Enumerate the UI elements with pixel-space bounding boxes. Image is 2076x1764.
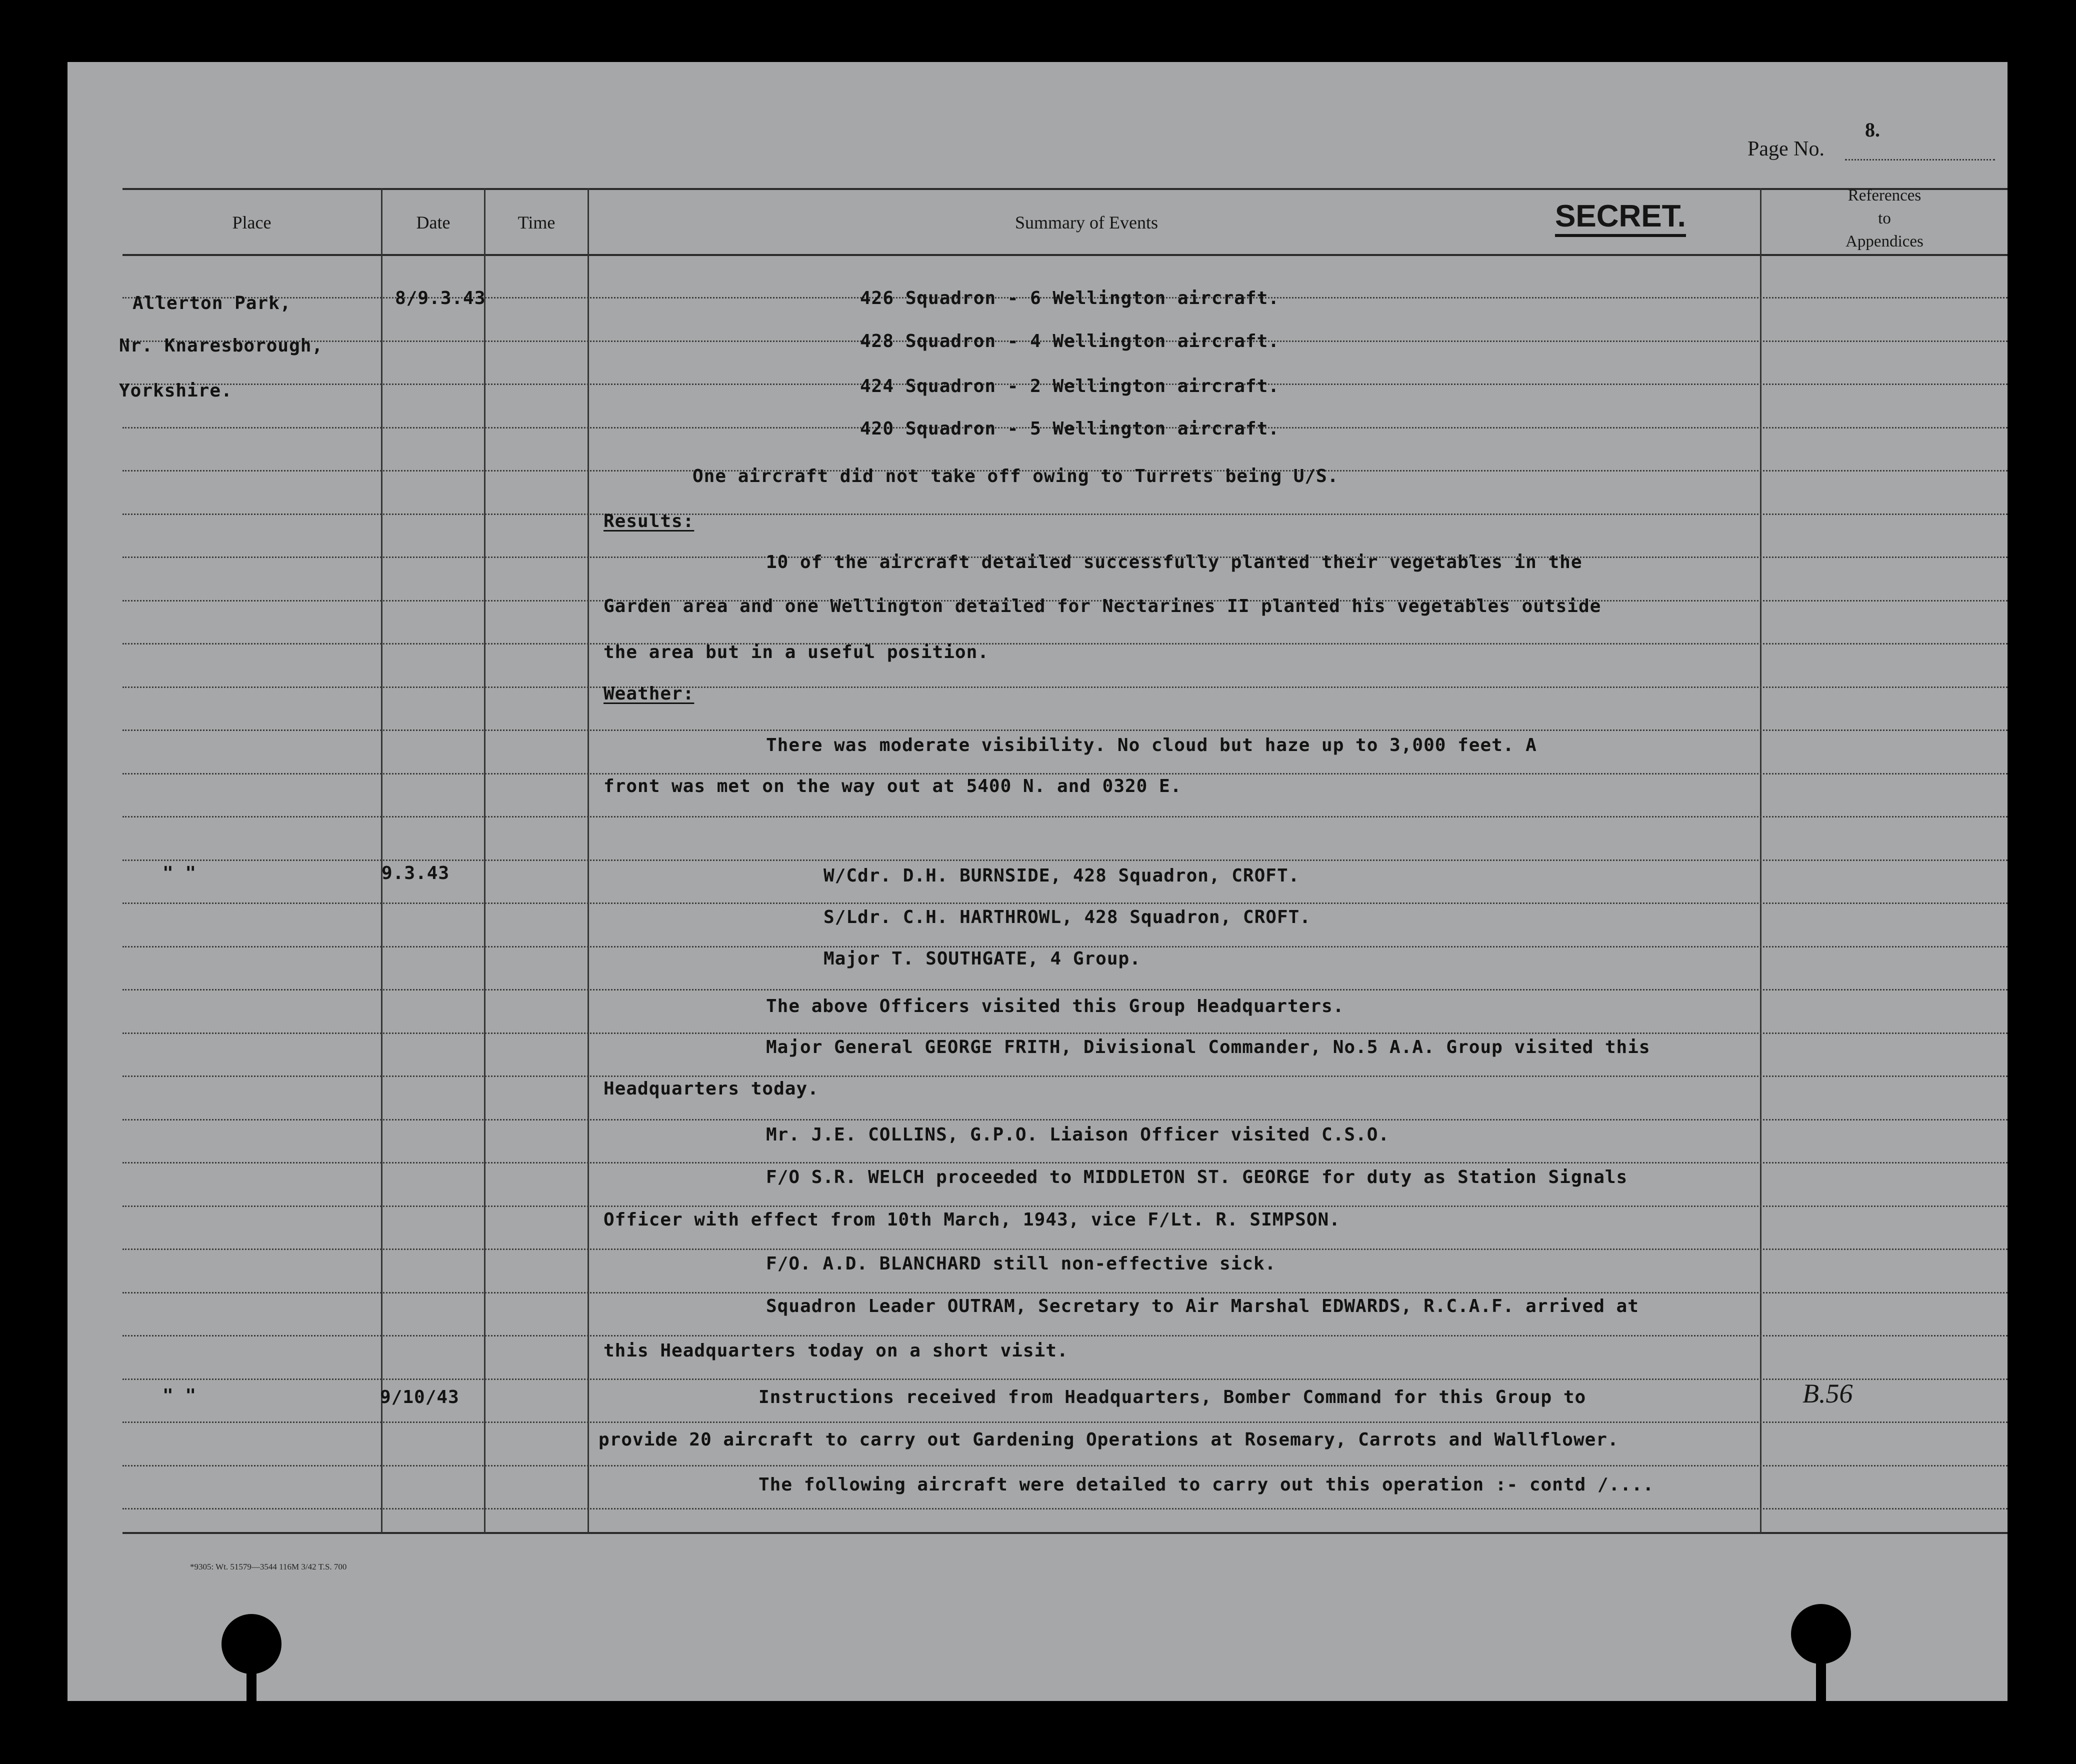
ruled-line: [122, 1378, 2008, 1380]
summary-line: 426 Squadron - 6 Wellington aircraft.: [860, 288, 1280, 308]
ruled-line: [122, 816, 2008, 818]
date-entry: 9/10/43: [380, 1387, 460, 1408]
ruled-line: [122, 1076, 2008, 1077]
header-date: Date: [416, 212, 450, 232]
ruled-line: [122, 1335, 2008, 1336]
place-line: Yorkshire.: [119, 380, 232, 401]
ruled-line: [122, 1162, 2008, 1164]
ruled-line: [122, 1465, 2008, 1466]
summary-line: Squadron Leader OUTRAM, Secretary to Air Marshal EDWARDS, R.C.A.F. arrived at: [766, 1296, 1639, 1316]
ruled-line: [122, 514, 2008, 515]
summary-line: 424 Squadron - 2 Wellington aircraft.: [860, 376, 1280, 396]
ruled-line: [122, 1422, 2008, 1423]
header-time: Time: [518, 212, 556, 232]
summary-line: 10 of the aircraft detailed successfully planted their vegetables in the: [766, 552, 1582, 572]
ruled-line: [122, 686, 2008, 688]
summary-line: One aircraft did not take off owing to Turrets being U/S.: [692, 466, 1339, 486]
ruled-line: [122, 1248, 2008, 1250]
summary-line: the area but in a useful position.: [604, 642, 989, 662]
ruled-line: [122, 1292, 2008, 1294]
weather-heading: Weather:: [604, 684, 694, 704]
ruled-line: [122, 730, 2008, 731]
binder-hole-right-slot: [1816, 1640, 1826, 1764]
page-number: 8.: [1865, 118, 1880, 141]
summary-line: There was moderate visibility. No cloud but haze up to 3,000 feet. A: [766, 735, 1537, 756]
record-sheet: [68, 62, 2008, 1701]
summary-line: Instructions received from Headquarters, Bomber Command for this Group to: [758, 1387, 1586, 1408]
ruled-line: [122, 860, 2008, 861]
page-number-label: Page No.: [1748, 138, 1824, 160]
summary-line: 420 Squadron - 5 Wellington aircraft.: [860, 418, 1280, 439]
form-print-code: *9305: Wt. 51579—3544 116M 3/42 T.S. 700: [190, 1562, 347, 1572]
ruled-line: [122, 643, 2008, 644]
ruled-line: [122, 1119, 2008, 1120]
header-place: Place: [232, 212, 272, 232]
summary-line: 428 Squadron - 4 Wellington aircraft.: [860, 331, 1280, 352]
header-references-line: References: [1848, 186, 1922, 204]
ruled-line: [122, 989, 2008, 990]
ruled-line: [122, 902, 2008, 904]
summary-line: this Headquarters today on a short visit.: [604, 1340, 1068, 1361]
header-references-line: to: [1878, 210, 1891, 228]
ruled-line: [122, 946, 2008, 948]
header-bottom-rule: [122, 254, 2008, 256]
summary-line: The above Officers visited this Group Headquarters.: [766, 996, 1344, 1016]
table-top-rule: [122, 188, 2008, 190]
ruled-line: [122, 1206, 2008, 1207]
summary-line: W/Cdr. D.H. BURNSIDE, 428 Squadron, CROFT.: [824, 866, 1300, 886]
date-entry: 9.3.43: [382, 863, 450, 884]
summary-line: F/O. A.D. BLANCHARD still non-effective sick.: [766, 1254, 1276, 1274]
page-number-rule: [1845, 159, 1995, 160]
secret-stamp: SECRET.: [1555, 201, 1686, 237]
summary-line: S/Ldr. C.H. HARTHROWL, 428 Squadron, CROFT.: [824, 907, 1311, 928]
place-ditto: " ": [162, 863, 197, 884]
header-references: [1762, 184, 2008, 253]
summary-line: Officer with effect from 10th March, 1943, vice F/Lt. R. SIMPSON.: [604, 1210, 1340, 1230]
results-heading: Results:: [604, 511, 694, 532]
binder-hole-left-slot: [246, 1650, 256, 1764]
place-line: Nr. Knaresborough,: [119, 336, 324, 356]
ruled-line: [122, 773, 2008, 774]
summary-line: F/O S.R. WELCH proceeded to MIDDLETON ST. GEORGE for duty as Station Signals: [766, 1167, 1628, 1188]
summary-line: provide 20 aircraft to carry out Gardening Operations at Rosemary, Carrots and Wallflower.: [598, 1430, 1619, 1450]
summary-line: Headquarters today.: [604, 1078, 819, 1099]
summary-line: The following aircraft were detailed to carry out this operation :- contd /....: [758, 1474, 1654, 1495]
date-entry: 8/9.3.43: [395, 288, 486, 308]
summary-line: Mr. J.E. COLLINS, G.P.O. Liaison Officer visited C.S.O.: [766, 1124, 1390, 1145]
header-summary: Summary of Events: [1015, 212, 1158, 232]
appendix-reference: B.56: [1802, 1378, 1853, 1408]
summary-line: Major General GEORGE FRITH, Divisional Commander, No.5 A.A. Group visited this: [766, 1037, 1650, 1058]
summary-line: Garden area and one Wellington detailed for Nectarines II planted his vegetables outside: [604, 596, 1602, 616]
summary-line: front was met on the way out at 5400 N. and 0320 E.: [604, 776, 1182, 796]
place-line: Allerton Park,: [132, 293, 292, 314]
place-ditto: " ": [162, 1386, 197, 1406]
table-bottom-rule: [122, 1532, 2008, 1534]
ruled-line: [122, 1032, 2008, 1034]
summary-line: Major T. SOUTHGATE, 4 Group.: [824, 948, 1141, 969]
header-references-line: Appendices: [1846, 232, 1924, 250]
ruled-line: [122, 1508, 2008, 1510]
